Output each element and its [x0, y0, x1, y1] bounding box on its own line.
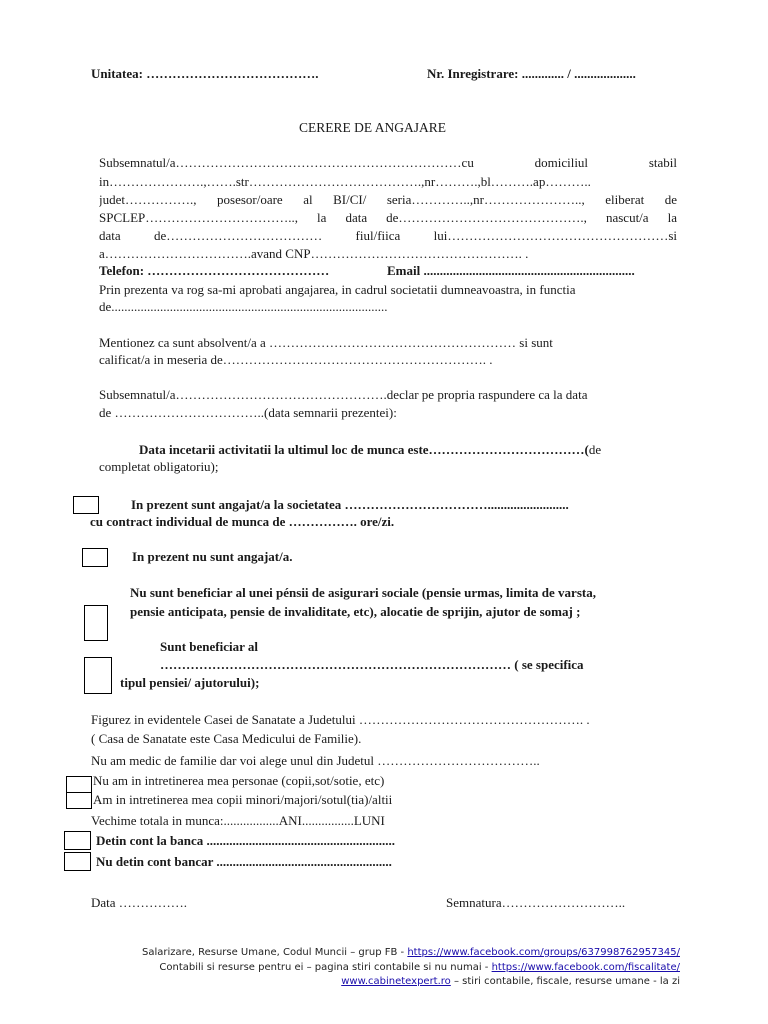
checkbox-beneficiar[interactable] — [84, 657, 112, 694]
option-intretinere-text: Am in intretinerea mea copii minori/majori/sotul(tia)/altii — [93, 792, 393, 807]
option-nu-beneficiar-line2: pensie anticipata, pensie de invaliditate, etc), alocatie de sprijin, ajutor de somaj ; — [130, 604, 581, 619]
footer-line-2 — [159, 962, 680, 973]
line-calificat: calificat/a in meseria de……………………………………………………. . — [99, 352, 493, 367]
footer-link-fiscalitate[interactable]: https://www.facebook.com/fiscalitate/ — [491, 962, 680, 973]
footer-text-1: Salarizare, Resurse Umane, Codul Muncii – grup FB - — [142, 947, 408, 958]
footer-text-2: Contabili si resurse pentru ei – pagina stiri contabile si nu numai - — [159, 962, 492, 973]
line-functia: de..................................................................................... — [99, 299, 388, 314]
checkbox-angajat[interactable] — [73, 496, 99, 514]
line-subsemnatul: Subsemnatul/a…………………………………………………………cu domiciliul stabil — [99, 155, 677, 170]
footer-line-3 — [341, 976, 680, 987]
option-beneficiar-line3: tipul pensiei/ ajutorului); — [120, 675, 260, 690]
data-incetarii-suffix: de — [588, 442, 602, 457]
date-field: Data ……………. — [91, 895, 188, 910]
line-absolvent: Mentionez ca sunt absolvent/a a ………………………………………………… si sunt — [99, 335, 553, 350]
nr-inregistrare-field: Nr. Inregistrare: ............. / ................... — [427, 66, 636, 81]
checkbox-intretinere[interactable] — [66, 792, 92, 809]
unitate-field: Unitatea: …………………………………. — [91, 66, 319, 81]
line-casa-medic: ( Casa de Sanatate este Casa Medicului de Familie). — [91, 731, 362, 746]
document-title: CERERE DE ANGAJARE — [299, 120, 447, 135]
line-prin-prezenta: Prin prezenta va rog sa-mi aprobati angajarea, in cadrul societatii dumneavoastra, in functia — [99, 282, 576, 297]
line-declar: Subsemnatul/a………………………………………….declar pe propria raspundere ca la data — [99, 387, 588, 402]
option-angajat-contract: cu contract individual de munca de ……………. ore/zi. — [90, 514, 395, 529]
line-completat: completat obligatoriu); — [99, 459, 219, 474]
line-medic-familie: Nu am medic de familie dar voi alege unul din Judetul ……………………………….. — [91, 753, 540, 768]
option-nu-intretinere-text: Nu am in intretinerea mea personae (copii,sot/sotie, etc) — [93, 773, 385, 788]
data-incetarii-label: Data incetarii activitatii la ultimul loc de munca este………………………………( — [139, 442, 589, 457]
line-adresa: in………………….,…….str………………………………….,nr……….,bl……….ap……….. — [99, 174, 591, 189]
checkbox-cont-banca[interactable] — [64, 831, 91, 850]
option-beneficiar-label: Sunt beneficiar al — [160, 639, 258, 654]
line-judet: judet……………., posesor/oare al BI/CI/ seria…………..,nr………………….., eliberat de — [99, 192, 677, 207]
checkbox-nu-beneficiar[interactable] — [84, 605, 108, 641]
line-data-semnarii: de ……………………………..(data semnarii prezentei): — [99, 405, 397, 420]
option-angajat-text: In prezent sunt angajat/a la societatea ……………………………......................... — [131, 497, 569, 512]
line-vechime: Vechime totala in munca:.................ANI................LUNI — [91, 813, 385, 828]
line-nastere: data de……………………………… fiul/fiica lui……………………………………………si — [99, 228, 677, 243]
option-nu-beneficiar-line1: Nu sunt beneficiar al unei pénsii de asigurari sociale (pensie urmas, limita de varsta, — [130, 585, 596, 600]
footer-link-cabinetexpert[interactable]: www.cabinetexpert.ro — [341, 976, 451, 987]
checkbox-nu-intretinere[interactable] — [66, 776, 92, 793]
option-fara-cont-text: Nu detin cont bancar ...................................................... — [96, 854, 392, 869]
checkbox-fara-cont[interactable] — [64, 852, 91, 871]
footer-link-fb-group[interactable]: https://www.facebook.com/groups/637998762957345/ — [407, 947, 680, 958]
line-email: Email ................................................................. — [387, 263, 635, 278]
option-neangajat-text: In prezent nu sunt angajat/a. — [132, 549, 293, 564]
line-data-incetarii — [139, 442, 601, 458]
signature-field: Semnatura……………………….. — [446, 895, 626, 910]
line-telefon: Telefon: …………………………………… — [99, 263, 330, 278]
option-cont-banca-text: Detin cont la banca .......................................................... — [96, 833, 395, 848]
line-casa-sanatate: Figurez in evidentele Casei de Sanatate a Judetului ……………………………………………. . — [91, 712, 590, 727]
footer-text-3: – stiri contabile, fiscale, resurse umane - la zi — [450, 976, 680, 987]
line-spclep: SPCLEP…………………………….., la data de……………………………………., nascut/a la — [99, 210, 677, 225]
option-beneficiar-line2: ……………………………………………………………………… ( se specifica — [160, 657, 584, 672]
line-cnp: a…………………………….avand CNP…………………………………………. . — [99, 246, 529, 261]
checkbox-neangajat[interactable] — [82, 548, 108, 567]
footer-line-1 — [142, 947, 680, 958]
